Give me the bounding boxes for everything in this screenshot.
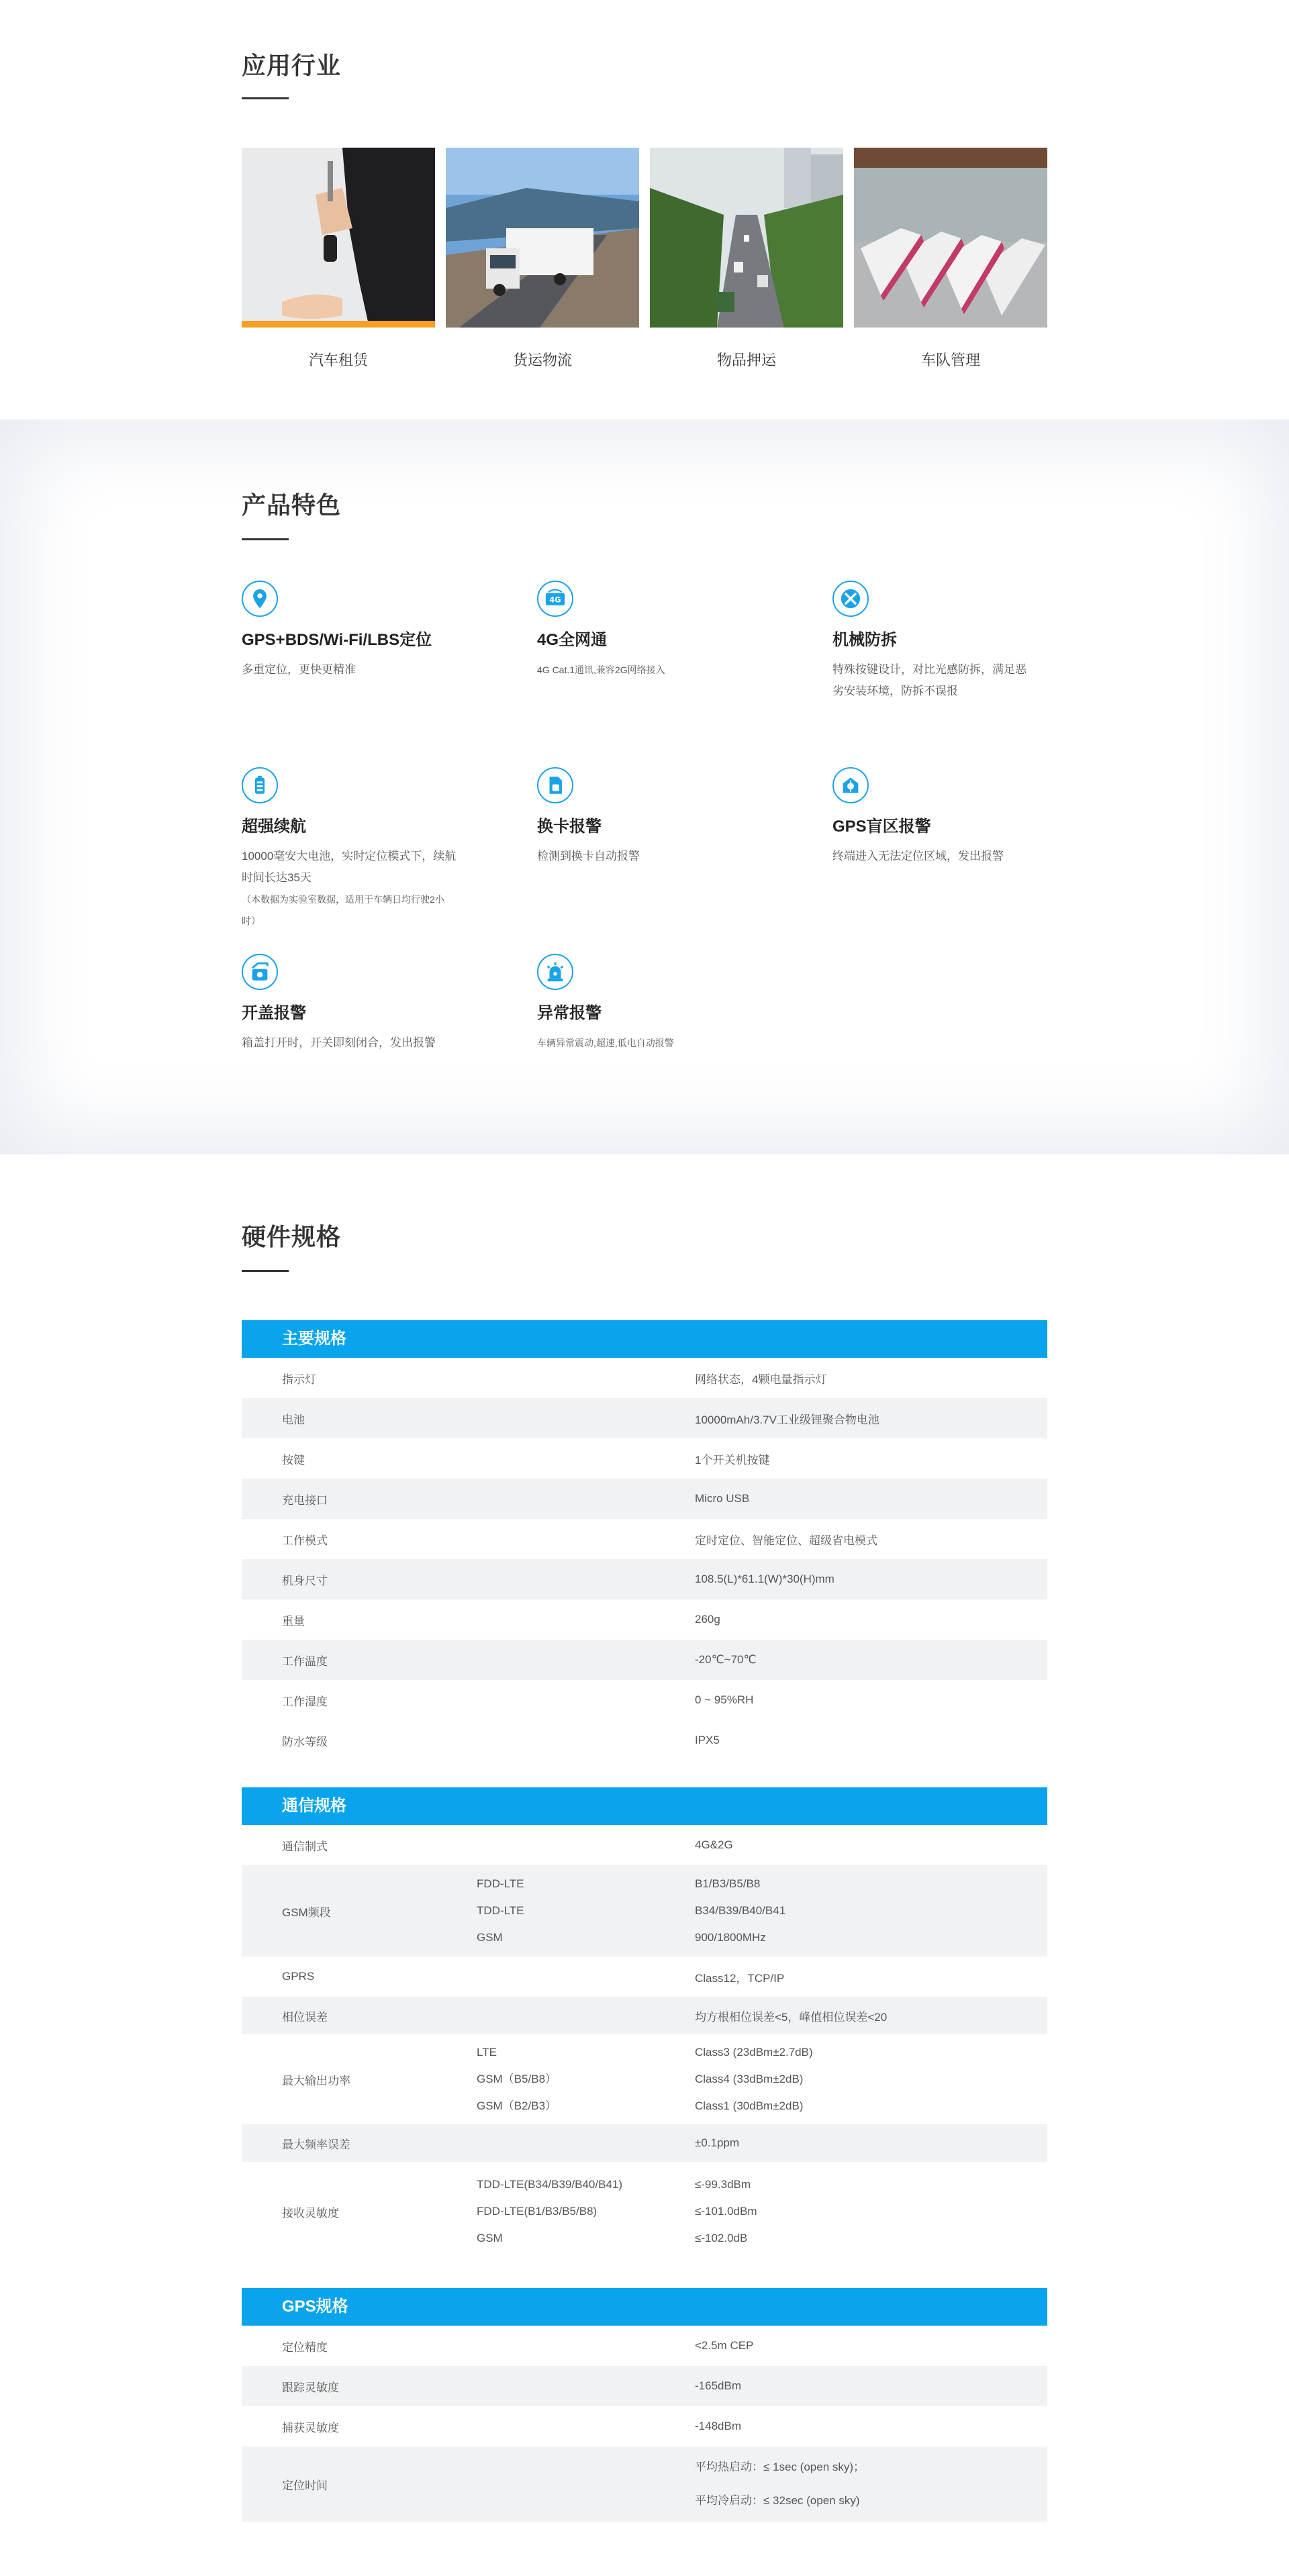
spec-sub: GSM（B5/B8） <box>477 2073 557 2085</box>
feature-4g <box>537 581 759 681</box>
industries-title: 应用行业 <box>242 52 342 79</box>
spec-value: B1/B3/B5/B8 <box>695 1877 761 1890</box>
spec-value: 平均热启动：≤ 1sec (open sky)； <box>695 2461 865 2473</box>
industry-label: 物品押运 <box>716 352 776 368</box>
car-rental-image <box>242 148 435 328</box>
feature-note: （本数据为实验室数据，适用于车辆日均行驶2小时） <box>242 894 444 926</box>
spec-table-header: 通信规格 <box>242 1787 1047 1825</box>
spec-key: 最大频率误差 <box>282 2138 350 2151</box>
svg-text:4G: 4G <box>549 595 561 605</box>
location-pin-icon <box>242 581 278 617</box>
spec-value: 10000mAh/3.7V工业级锂聚合物电池 <box>695 1413 879 1426</box>
table-row <box>242 1358 1047 1398</box>
spec-value: ≤-99.3dBm <box>695 2178 751 2191</box>
feature-battery <box>242 767 457 932</box>
table-row <box>242 1479 1047 1519</box>
spec-sub: FDD-LTE(B1/B3/B5/B8) <box>477 2205 598 2218</box>
battery-icon <box>242 767 278 803</box>
feature-name: 异常报警 <box>537 1004 602 1022</box>
industry-label: 货运物流 <box>512 352 572 368</box>
industry-label: 汽车租赁 <box>308 352 368 368</box>
spec-value: 1个开关机按键 <box>695 1453 770 1467</box>
spec-key: 定位精度 <box>282 2340 328 2354</box>
spec-key: 充电接口 <box>282 1493 328 1507</box>
spec-key: 工作湿度 <box>282 1695 328 1708</box>
feature-tamper <box>832 581 1034 702</box>
table-row <box>242 1438 1047 1479</box>
spec-key: 重量 <box>282 1614 305 1628</box>
spec-key: 电池 <box>282 1413 305 1426</box>
spec-key: 机身尺寸 <box>282 1574 328 1587</box>
sim-card-icon <box>537 767 573 803</box>
spec-key: 相位误差 <box>282 2010 328 2024</box>
spec-value: B34/B39/B40/B41 <box>695 1904 786 1917</box>
spec-key: 跟踪灵敏度 <box>282 2381 339 2394</box>
spec-sub: TDD-LTE(B34/B39/B40/B41) <box>477 2178 622 2191</box>
spec-key: 捕获灵敏度 <box>282 2421 339 2434</box>
industry-card-fleet[interactable] <box>854 148 1047 370</box>
specs-title: 硬件规格 <box>242 1223 342 1250</box>
spec-value: Class12，TCP/IP <box>695 1971 785 1985</box>
spec-value: 0 ~ 95%RH <box>695 1693 754 1706</box>
spec-value: IPX5 <box>695 1734 720 1746</box>
spec-value: 均方根相位误差<5，峰值相位误差<20 <box>695 2010 888 2024</box>
feature-desc: 多重定位，更快更精准 <box>242 663 356 676</box>
title-underline <box>242 1270 289 1272</box>
industry-card-escort[interactable] <box>650 148 843 370</box>
gps-blind-icon <box>832 767 869 803</box>
spec-key: 通信制式 <box>282 1840 328 1853</box>
escort-highway-image <box>650 148 843 328</box>
table-row <box>242 2034 1047 2124</box>
feature-cover-alarm <box>242 954 463 1054</box>
spec-value: 900/1800MHz <box>695 1931 766 1944</box>
table-row <box>242 1865 1047 1956</box>
spec-key: 防水等级 <box>282 1735 328 1748</box>
spec-value: 108.5(L)*61.1(W)*30(H)mm <box>695 1573 834 1585</box>
spec-key: 工作模式 <box>282 1534 328 1547</box>
spec-key: 定位时间 <box>282 2479 328 2492</box>
feature-name: 超强续航 <box>242 818 306 836</box>
industry-card-car-rental[interactable] <box>242 148 435 370</box>
spec-value: -148dBm <box>695 2420 741 2432</box>
features-section <box>0 419 1289 1154</box>
feature-desc: 特殊按键设计，对比光感防拆，满足恶劣安装环境，防拆不误报 <box>832 663 1027 697</box>
feature-name: GPS+BDS/Wi-Fi/LBS定位 <box>242 631 432 649</box>
feature-positioning <box>242 581 463 681</box>
table-row <box>242 2446 1047 2522</box>
feature-desc: 10000毫安大电池，实时定位模式下，续航时间长达35天 <box>242 850 457 884</box>
spec-value: -165dBm <box>695 2379 741 2392</box>
feature-name: 开盖报警 <box>242 1004 306 1022</box>
spec-table-header: GPS规格 <box>242 2288 1047 2326</box>
spec-sub: FDD-LTE <box>477 1877 524 1890</box>
spec-sub: GSM <box>477 2232 503 2244</box>
table-row <box>242 1599 1047 1640</box>
specs-section <box>0 1154 1289 2522</box>
spec-key: 按键 <box>282 1453 305 1467</box>
table-row <box>242 2326 1047 2366</box>
spec-value: ≤-101.0dBm <box>695 2205 757 2218</box>
spec-value: 4G&2G <box>695 1838 733 1851</box>
feature-name: 换卡报警 <box>537 818 602 836</box>
spec-key: 接收灵敏度 <box>282 2206 339 2220</box>
spec-value: 260g <box>695 1613 720 1626</box>
feature-desc: 车辆异常震动,超速,低电自动报警 <box>537 1038 674 1048</box>
spec-value: <2.5m CEP <box>695 2339 754 2352</box>
spec-value: Class1 (30dBm±2dB) <box>695 2099 804 2112</box>
table-row <box>242 2124 1047 2162</box>
spec-value: -20℃~70℃ <box>695 1653 757 1666</box>
spec-key: 工作温度 <box>282 1654 328 1668</box>
4g-network-icon <box>537 581 573 617</box>
spec-value: Class4 (33dBm±2dB) <box>695 2073 804 2085</box>
feature-name: 4G全网通 <box>537 631 608 649</box>
spec-value: 定时定位、智能定位、超级省电模式 <box>695 1534 877 1547</box>
table-row <box>242 2366 1047 2406</box>
spec-table-header: 主要规格 <box>242 1320 1047 1358</box>
spec-key: GPRS <box>282 1970 315 1983</box>
feature-name: GPS盲区报警 <box>832 818 931 836</box>
spec-value: 平均冷启动：≤ 32sec (open sky) <box>695 2494 860 2507</box>
feature-gps-blind <box>832 767 1054 867</box>
feature-desc: 终端进入无法定位区域，发出报警 <box>832 850 1004 862</box>
table-row <box>242 2162 1047 2261</box>
spec-value: Class3 (23dBm±2.7dB) <box>695 2046 813 2059</box>
feature-abnormal-alarm <box>537 954 759 1054</box>
table-row <box>242 1720 1047 1761</box>
logistics-truck-image <box>446 148 639 328</box>
main-spec-table <box>242 1320 1047 1761</box>
table-row <box>242 1559 1047 1599</box>
industry-label: 车队管理 <box>920 352 980 368</box>
tools-icon <box>832 581 869 617</box>
feature-desc: 检测到换卡自动报警 <box>537 850 640 862</box>
feature-desc: 4G Cat.1通讯,兼容2G网络接入 <box>537 664 665 675</box>
table-row <box>242 2406 1047 2446</box>
cover-alarm-icon <box>242 954 278 990</box>
fleet-buses-image <box>854 148 1047 328</box>
title-underline <box>242 538 289 540</box>
spec-key: 指示灯 <box>282 1373 316 1386</box>
spec-sub: GSM（B2/B3） <box>477 2099 557 2112</box>
comm-spec-table <box>242 1787 1047 2261</box>
spec-sub: TDD-LTE <box>477 1904 524 1917</box>
spec-value: ±0.1ppm <box>695 2136 740 2149</box>
table-row <box>242 1997 1047 2034</box>
table-row <box>242 1825 1047 1865</box>
spec-key: 最大输出功率 <box>282 2074 350 2087</box>
table-row <box>242 1680 1047 1720</box>
siren-icon <box>537 954 573 990</box>
features-title: 产品特色 <box>242 491 342 519</box>
gps-spec-table <box>242 2288 1047 2522</box>
spec-sub: LTE <box>477 2046 497 2059</box>
table-row <box>242 1956 1047 1997</box>
table-row <box>242 1519 1047 1559</box>
feature-sim-alarm <box>537 767 759 867</box>
industry-card-logistics[interactable] <box>446 148 639 370</box>
spec-key: GSM频段 <box>282 1905 331 1919</box>
spec-value: Micro USB <box>695 1492 750 1505</box>
feature-desc: 箱盖打开时，开关即刻闭合，发出报警 <box>242 1036 436 1049</box>
table-row <box>242 1398 1047 1438</box>
spec-value: ≤-102.0dB <box>695 2232 748 2244</box>
spec-value: 网络状态，4颗电量指示灯 <box>695 1373 827 1386</box>
feature-name: 机械防拆 <box>832 631 897 649</box>
spec-sub: GSM <box>477 1931 503 1944</box>
table-row <box>242 1640 1047 1680</box>
industries-section <box>0 0 1289 419</box>
title-underline <box>242 97 289 99</box>
